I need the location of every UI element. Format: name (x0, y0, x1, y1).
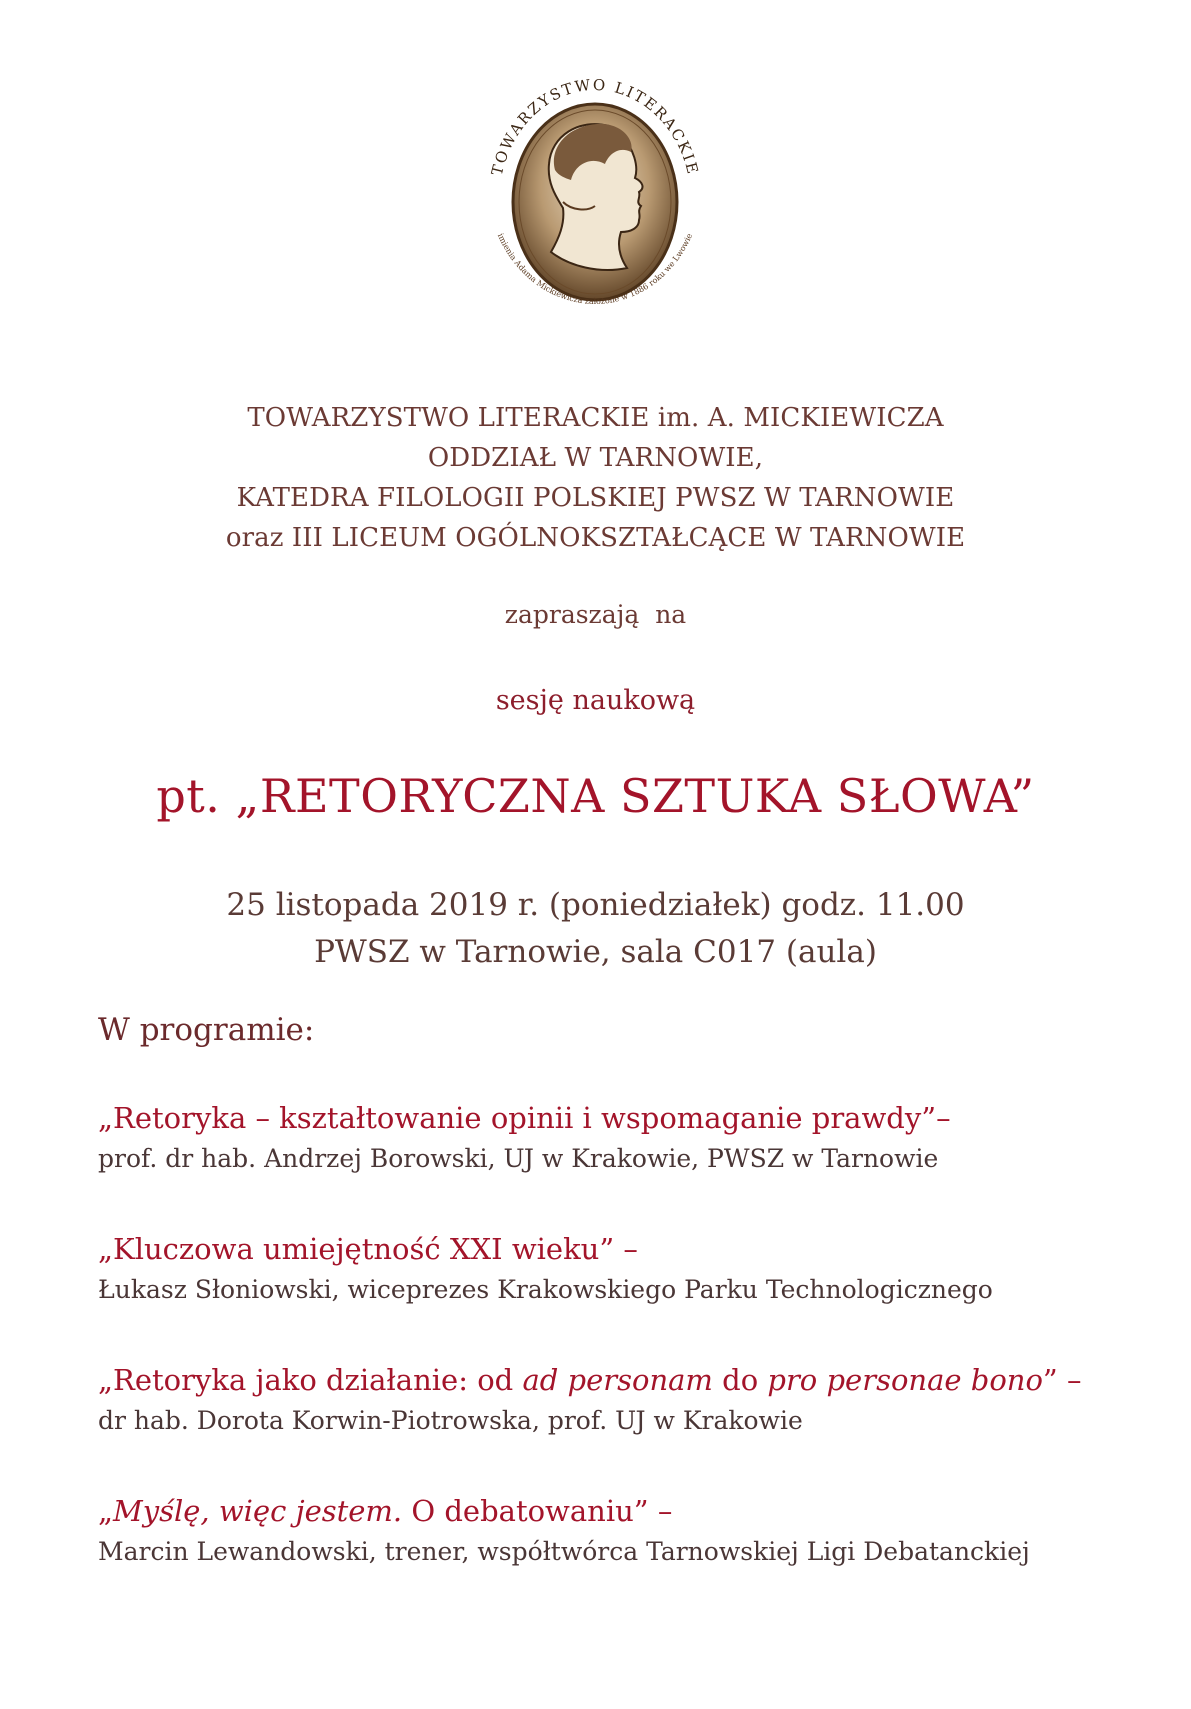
talk-speaker: prof. dr hab. Andrzej Borowski, UJ w Krakowie, PWSZ w Tarnowie (98, 1144, 939, 1173)
event-title: pt. „RETORYCZNA SZTUKA SŁOWA” (156, 769, 1035, 823)
organizers-block (0, 398, 1191, 558)
logo-arc-bottom: imienia Adama Mickiewicza założone w 1886 roku we Lwowie (495, 232, 695, 307)
program-item (98, 1491, 1030, 1569)
society-logo (459, 52, 731, 352)
talk-title: „Kluczowa umiejętność XXI wieku” – (98, 1232, 638, 1266)
talk-speaker: Marcin Lewandowski, trener, współtwórca Tarnowskiej Ligi Debatanckiej (98, 1537, 1030, 1566)
organizer-line: ODDZIAŁ W TARNOWIE, (427, 443, 764, 473)
talk-title: „Retoryka jako działanie: od ad personam do pro personae bono” – (98, 1363, 1082, 1397)
event-date: 25 listopada 2019 r. (poniedziałek) godz. 11.00 (226, 887, 965, 923)
logo-arc-top: TOWARZYSTWO LITERACKIE (487, 75, 703, 178)
organizer-line: KATEDRA FILOLOGII POLSKIEJ PWSZ W TARNOWIE (236, 483, 955, 513)
organizer-line: oraz III LICEUM OGÓLNOKSZTAŁCĄCE W TARNOWIE (225, 523, 966, 553)
program-heading: W programie: (98, 1012, 315, 1048)
talk-title: „Retoryka – kształtowanie opinii i wspomaganie prawdy”– (98, 1101, 951, 1135)
organizer-line: TOWARZYSTWO LITERACKIE im. A. MICKIEWICZA (247, 403, 944, 433)
program-item (98, 1229, 993, 1307)
invite-text: zapraszają na (504, 600, 687, 629)
talk-speaker: dr hab. Dorota Korwin-Piotrowska, prof. UJ w Krakowie (98, 1406, 803, 1435)
event-place: PWSZ w Tarnowie, sala C017 (aula) (314, 934, 877, 970)
program-item (98, 1098, 951, 1176)
portrait-medallion-icon (459, 52, 731, 352)
event-when (0, 882, 1191, 976)
session-label: sesję naukową (495, 685, 696, 716)
talk-title: „Myślę, więc jestem. O debatowaniu” – (98, 1494, 673, 1528)
program-item (98, 1360, 1081, 1438)
talk-speaker: Łukasz Słoniowski, wiceprezes Krakowskiego Parku Technologicznego (98, 1275, 993, 1304)
